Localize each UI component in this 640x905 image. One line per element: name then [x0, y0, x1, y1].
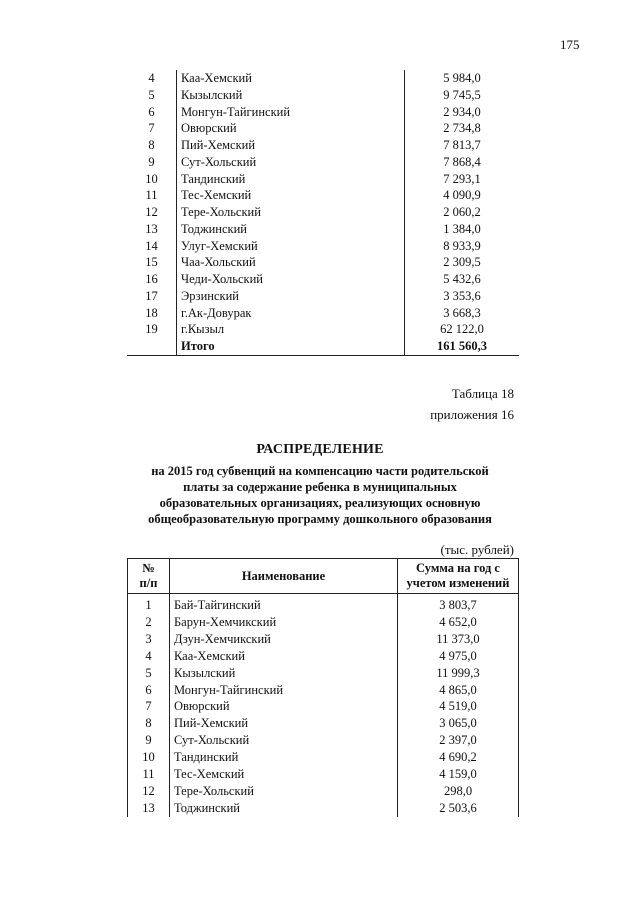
- row-number: 11: [128, 766, 170, 783]
- row-number: 3: [128, 631, 170, 648]
- table-row: [128, 631, 519, 648]
- row-name: Тандинский: [177, 171, 405, 188]
- row-name: Монгун-Тайгинский: [170, 682, 398, 699]
- row-number: 12: [127, 204, 177, 221]
- row-number: 4: [127, 70, 177, 87]
- table-row: [128, 715, 519, 732]
- row-name: Каа-Хемский: [170, 648, 398, 665]
- row-value: 9 745,5: [443, 87, 481, 102]
- row-value: 7 868,4: [443, 154, 481, 169]
- row-name: Чаа-Хольский: [177, 254, 405, 271]
- table-row: [128, 783, 519, 800]
- row-value: 3 803,7: [398, 594, 519, 614]
- table-row: [127, 154, 519, 171]
- page-number: 175: [560, 37, 580, 52]
- row-name: Бай-Тайгинский: [170, 594, 398, 614]
- row-value: 5 432,6: [443, 272, 481, 286]
- row-name: Тере-Хольский: [177, 204, 405, 221]
- table-row: [127, 271, 519, 288]
- row-name: г.Кызыл: [177, 321, 405, 338]
- header-number-sign: №: [142, 561, 155, 575]
- total-number-cell: [127, 338, 177, 355]
- row-value: 5 984,0: [443, 71, 481, 85]
- row-name: Пий-Хемский: [170, 715, 398, 732]
- row-value: 7 813,7: [443, 138, 481, 152]
- header-number-abbr: п/п: [139, 576, 158, 590]
- row-number: 10: [127, 171, 177, 188]
- table-row: [127, 70, 519, 87]
- table-row: [127, 321, 519, 338]
- row-name: Эрзинский: [177, 288, 405, 305]
- total-label: Итого: [177, 338, 405, 355]
- table-row: [127, 288, 519, 305]
- row-number: 4: [128, 648, 170, 665]
- row-value: 4 690,2: [398, 749, 519, 766]
- row-number: 1: [128, 594, 170, 614]
- row-name: Барун-Хемчикский: [170, 614, 398, 631]
- distribution-table: [127, 558, 519, 817]
- row-value: 4 865,0: [398, 682, 519, 699]
- row-name: Тес-Хемский: [177, 187, 405, 204]
- table-row: [128, 614, 519, 631]
- row-name: Тес-Хемский: [170, 766, 398, 783]
- row-number: 17: [127, 288, 177, 305]
- row-number: 9: [127, 154, 177, 171]
- table-row: [128, 766, 519, 783]
- document-title: РАСПРЕДЕЛЕНИЕ: [256, 442, 384, 457]
- row-number: 11: [127, 187, 177, 204]
- row-number: 8: [127, 137, 177, 154]
- row-name: г.Ак-Довурак: [177, 305, 405, 322]
- row-number: 18: [127, 305, 177, 322]
- row-name: Сут-Хольский: [170, 732, 398, 749]
- table-row: [127, 187, 519, 204]
- row-value: 4 652,0: [398, 614, 519, 631]
- table-row: [128, 665, 519, 682]
- row-value: 8 933,9: [443, 238, 481, 253]
- row-name: Тоджинский: [177, 221, 405, 238]
- row-name: Кызылский: [170, 665, 398, 682]
- row-number: 16: [127, 271, 177, 288]
- row-value: 11 373,0: [398, 631, 519, 648]
- row-number: 13: [127, 221, 177, 238]
- table-row: [127, 171, 519, 188]
- table-row: [127, 254, 519, 271]
- table-caption-number: Таблица 18: [451, 386, 514, 401]
- row-value: 3 668,3: [443, 305, 481, 320]
- row-name: Тере-Хольский: [170, 783, 398, 800]
- subsidy-table-continuation: [127, 70, 519, 356]
- row-value: 11 999,3: [398, 665, 519, 682]
- row-number: 10: [128, 749, 170, 766]
- row-name: Тандинский: [170, 749, 398, 766]
- table-row: [127, 305, 519, 322]
- row-value: 4 090,9: [443, 188, 481, 203]
- row-name: Тоджинский: [170, 800, 398, 817]
- header-name: Наименование: [170, 559, 398, 594]
- row-value: 2 934,0: [443, 104, 481, 119]
- row-value: 1 384,0: [443, 221, 481, 236]
- table-row: [127, 87, 519, 104]
- row-number: 12: [128, 783, 170, 800]
- row-number: 19: [127, 321, 177, 338]
- row-number: 7: [128, 698, 170, 715]
- row-value: 7 293,1: [443, 171, 481, 186]
- table-row: [128, 682, 519, 699]
- row-number: 2: [128, 614, 170, 631]
- units-label: (тыс. рублей): [440, 542, 514, 557]
- header-number: [128, 559, 170, 594]
- table-row: [128, 749, 519, 766]
- row-value: 298,0: [398, 783, 519, 800]
- row-number: 8: [128, 715, 170, 732]
- table-caption-appendix: приложения 16: [430, 407, 514, 422]
- table-row: [127, 204, 519, 221]
- row-number: 5: [128, 665, 170, 682]
- document-subtitle-line: образовательных организациях, реализующих основную: [159, 496, 481, 510]
- row-name: Овюрский: [170, 698, 398, 715]
- row-name: Улуг-Хемский: [177, 238, 405, 255]
- row-number: 15: [127, 254, 177, 271]
- row-number: 7: [127, 120, 177, 137]
- row-number: 6: [127, 104, 177, 121]
- table-row: [127, 238, 519, 255]
- table-row: [128, 732, 519, 749]
- row-value: 4 975,0: [398, 648, 519, 665]
- document-subtitle-line: общеобразовательную программу дошкольного образования: [148, 512, 492, 526]
- row-value: 4 159,0: [398, 766, 519, 783]
- row-name: Пий-Хемский: [177, 137, 405, 154]
- row-value: 3 065,0: [398, 715, 519, 732]
- row-value: 62 122,0: [440, 322, 484, 337]
- document-subtitle-line: платы за содержание ребенка в муниципальных: [183, 480, 457, 494]
- row-value: 4 519,0: [398, 698, 519, 715]
- document-subtitle-line: на 2015 год субвенций на компенсацию части родительской: [151, 464, 489, 478]
- row-value: 2 734,8: [443, 121, 481, 136]
- total-value: 161 560,3: [405, 338, 520, 355]
- row-name: Овюрский: [177, 120, 405, 137]
- table-row: [127, 221, 519, 238]
- row-number: 9: [128, 732, 170, 749]
- table-row: [128, 594, 519, 614]
- table-row: [127, 120, 519, 137]
- row-value: 2 060,2: [443, 205, 481, 219]
- row-value: 2 503,6: [398, 800, 519, 817]
- table-row: [127, 137, 519, 154]
- row-name: Каа-Хемский: [177, 70, 405, 87]
- row-name: Кызылский: [177, 87, 405, 104]
- row-number: 13: [128, 800, 170, 817]
- row-value: 2 397,0: [398, 732, 519, 749]
- table-row: [128, 800, 519, 817]
- total-row: [127, 338, 519, 355]
- row-name: Сут-Хольский: [177, 154, 405, 171]
- table-row: [128, 648, 519, 665]
- row-value: 2 309,5: [443, 255, 481, 270]
- row-number: 6: [128, 682, 170, 699]
- row-name: Чеди-Хольский: [177, 271, 405, 288]
- row-number: 5: [127, 87, 177, 104]
- row-number: 14: [127, 238, 177, 255]
- row-name: Дзун-Хемчикский: [170, 631, 398, 648]
- table-row: [128, 698, 519, 715]
- table-header-row: [128, 559, 519, 594]
- table-row: [127, 104, 519, 121]
- header-value: Сумма на год с учетом изменений: [398, 559, 519, 594]
- row-value: 3 353,6: [443, 288, 481, 303]
- row-name: Монгун-Тайгинский: [177, 104, 405, 121]
